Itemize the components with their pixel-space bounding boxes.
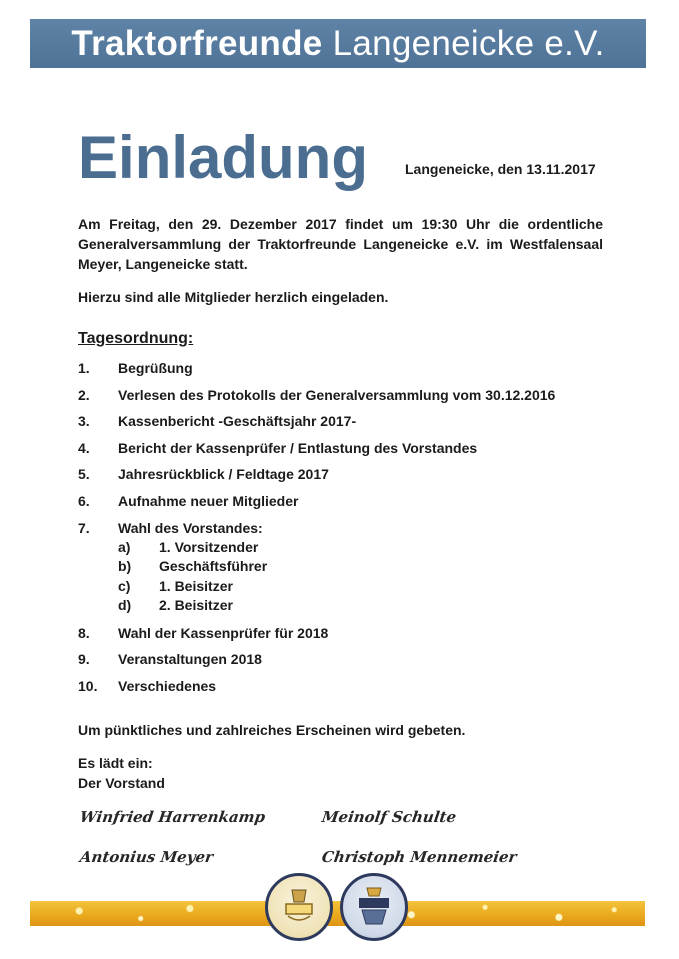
club-name-bold: Traktorfreunde: [71, 23, 323, 63]
agenda-heading: Tagesordnung:: [78, 330, 194, 347]
agenda-item: [78, 493, 618, 520]
agenda-item: [78, 440, 618, 467]
agenda-item-text: Verschiedenes: [118, 677, 217, 694]
agenda-item-number: 8.: [78, 624, 90, 641]
agenda-item-number: 6.: [78, 492, 90, 509]
agenda-subitem-letter: b): [118, 558, 132, 575]
agenda-subitem: [118, 558, 267, 578]
brewery-logo-kellerbier: [340, 873, 408, 941]
agenda-item: [78, 413, 618, 440]
club-name-rest: Langeneicke e.V.: [332, 23, 605, 63]
brewery-logo-pilsener: [265, 873, 333, 941]
invite-line: Hierzu sind alle Mitglieder herzlich eingeladen.: [78, 289, 389, 305]
agenda-subitem-letter: d): [118, 597, 132, 614]
agenda-item-number: 5.: [78, 466, 90, 483]
agenda-item-number: 7.: [78, 519, 90, 536]
signature: Meinolf Schulte: [320, 808, 458, 826]
signature: Antonius Meyer: [78, 848, 215, 866]
agenda-item-number: 1.: [78, 360, 90, 376]
agenda-item-text: Jahresrückblick / Feldtage 2017: [118, 466, 329, 483]
host-intro: Es lädt ein:: [78, 755, 153, 771]
club-name-banner: [30, 19, 646, 68]
agenda-subitem: [118, 578, 267, 598]
agenda-item-text: Veranstaltungen 2018: [118, 651, 262, 668]
pilsener-logo-icon: [268, 876, 330, 938]
agenda-item: [78, 678, 618, 705]
agenda-item-number: 3.: [78, 413, 90, 430]
agenda-subitem-text: 2. Beisitzer: [159, 597, 233, 614]
agenda-item: [78, 651, 618, 678]
agenda-subitem-letter: c): [118, 577, 131, 594]
agenda-subitem: [118, 539, 267, 559]
agenda-item-number: 10.: [78, 677, 98, 694]
agenda-subitem-letter: a): [118, 538, 131, 555]
signature: Winfried Harrenkamp: [78, 808, 267, 826]
closing-line: Um pünktliches und zahlreiches Erscheinen wird gebeten.: [78, 722, 466, 738]
agenda-subitem-text: 1. Vorsitzender: [159, 538, 259, 555]
signature: Christoph Mennemeier: [320, 848, 518, 866]
kellerbier-logo-icon: [343, 876, 405, 938]
agenda-item-number: 2.: [78, 386, 90, 403]
beer-foam-band: [30, 901, 645, 926]
agenda-item-number: 4.: [78, 439, 90, 456]
agenda-item: [78, 387, 618, 414]
host-name: Der Vorstand: [78, 775, 165, 791]
agenda-subitem: [118, 597, 267, 617]
intro-paragraph: Am Freitag, den 29. Dezember 2017 findet um 19:30 Uhr die ordentliche Generalversammlung der Traktorfreunde Langeneicke e.V. im Westfalensaal Meyer, Langeneicke statt.: [78, 216, 603, 272]
agenda-item: [78, 466, 618, 493]
agenda-item-number: 9.: [78, 651, 90, 668]
agenda-item-text: Kassenbericht -Geschäftsjahr 2017-: [118, 413, 357, 430]
agenda-item-text: Aufnahme neuer Mitglieder: [118, 492, 299, 509]
agenda-item: [78, 625, 618, 652]
place-date: Langeneicke, den 13.11.2017: [405, 161, 596, 177]
agenda-sublist: [118, 539, 267, 617]
agenda-item-text: Wahl des Vorstandes:: [118, 519, 263, 536]
agenda-item: [78, 520, 618, 625]
agenda-item-text: Wahl der Kassenprüfer für 2018: [118, 624, 329, 641]
page-title: Einladung: [78, 124, 368, 191]
agenda-subitem-text: 1. Beisitzer: [159, 577, 233, 594]
agenda-item-text: Verlesen des Protokolls der Generalversammlung vom 30.12.2016: [118, 386, 556, 403]
agenda-subitem-text: Geschäftsführer: [159, 558, 268, 575]
agenda-item: [78, 360, 618, 387]
agenda-item-text: Bericht der Kassenprüfer / Entlastung des Vorstandes: [118, 439, 478, 456]
agenda-list: [78, 360, 618, 704]
agenda-item-text: Begrüßung: [118, 360, 193, 376]
